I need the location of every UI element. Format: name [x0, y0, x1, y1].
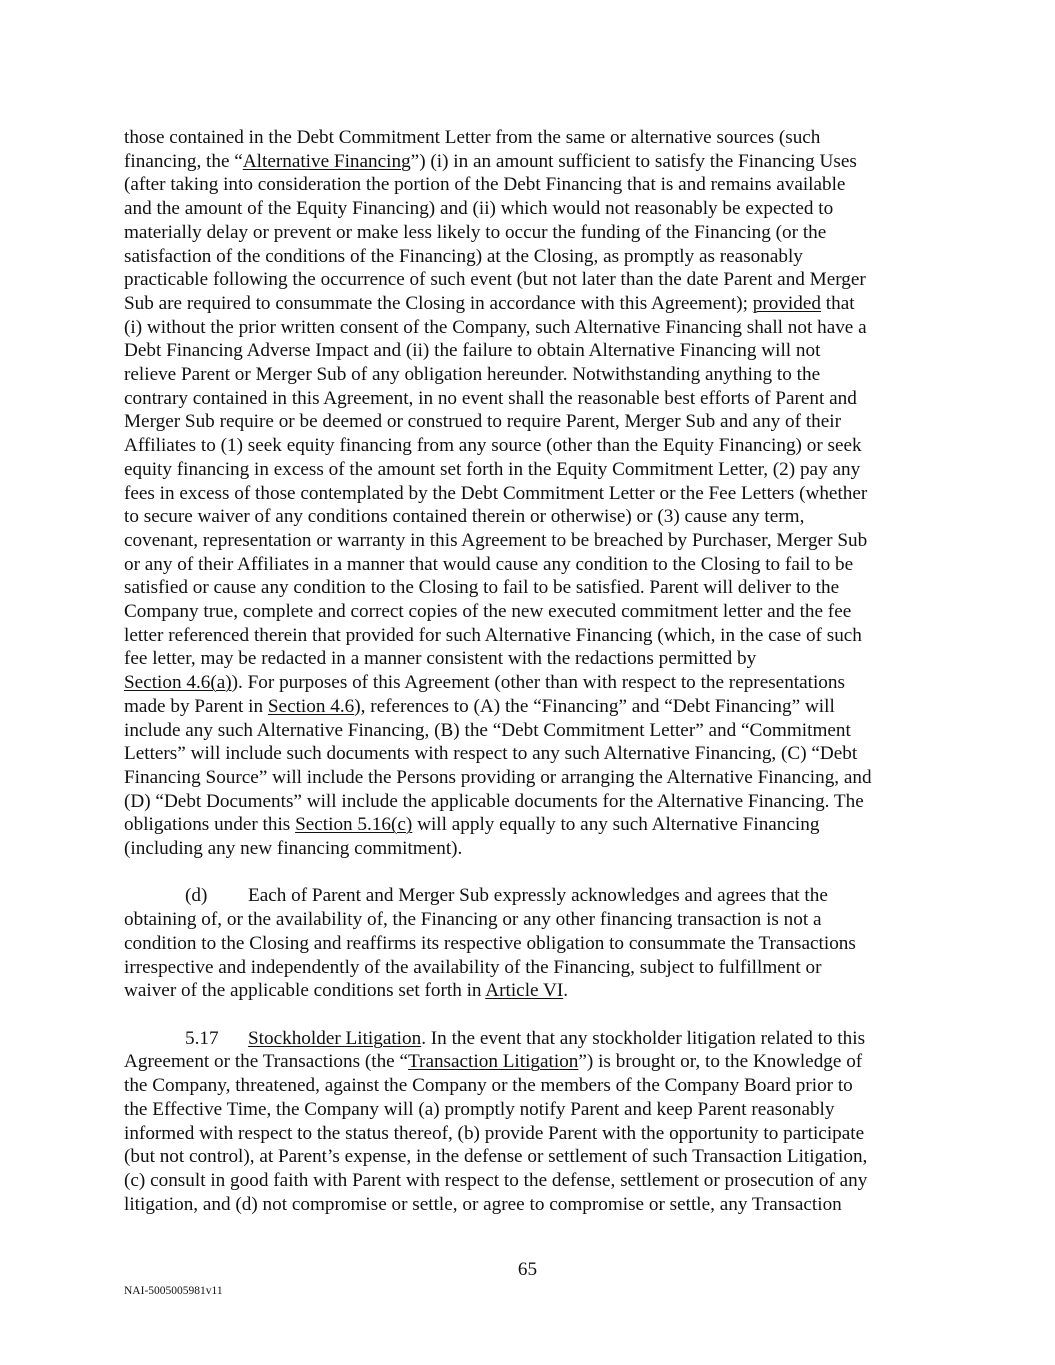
- article-ref-vi: Article VI: [485, 980, 564, 1002]
- section-5-17-stockholder-litigation: [124, 1027, 936, 1217]
- paragraph-alternative-financing: [124, 126, 936, 861]
- text-line: financing, the “Alternative Financing”) (i) in an amount sufficient to satisfy the Financing Uses: [124, 150, 857, 172]
- text-line: to secure waiver of any conditions contained therein or otherwise) or (3) cause any term,: [124, 506, 805, 528]
- text-line: fee letter, may be redacted in a manner consistent with the redactions permitted by: [124, 648, 757, 670]
- document-body: [124, 126, 936, 1240]
- text-line: Merger Sub require or be deemed or construed to require Parent, Merger Sub and any of their: [124, 411, 841, 433]
- text-line: relieve Parent or Merger Sub of any obligation hereunder. Notwithstanding anything to the: [124, 364, 821, 386]
- text-line: Letters” will include such documents with respect to any such Alternative Financing, (C) “Debt: [124, 743, 858, 765]
- text-line: those contained in the Debt Commitment Letter from the same or alternative sources (such: [124, 127, 821, 148]
- document-id: NAI-5005005981v11: [124, 1285, 223, 1297]
- defined-term-alternative-financing: Alternative Financing: [242, 150, 411, 172]
- text-line: materially delay or prevent or make less likely to occur the funding of the Financing (or the: [124, 221, 827, 243]
- text-line: include any such Alternative Financing, (B) the “Debt Commitment Letter” and “Commitment: [124, 719, 851, 741]
- defined-term-transaction-litigation: Transaction Litigation: [408, 1051, 579, 1073]
- text-line: practicable following the occurrence of such event (but not later than the date Parent and Merger: [124, 269, 866, 291]
- text-line: Company true, complete and correct copies of the new executed commitment letter and the fee: [124, 601, 852, 623]
- section-ref-4-6-a: Section 4.6(a): [124, 672, 232, 694]
- section-number: 5.17: [185, 1027, 219, 1049]
- text-line: (after taking into consideration the portion of the Debt Financing that is and remains available: [124, 174, 846, 196]
- text-line: obligations under this Section 5.16(c) will apply equally to any such Alternative Financing: [124, 814, 820, 836]
- text-line: letter referenced therein that provided for such Alternative Financing (which, in the case of such: [124, 624, 862, 646]
- text-line: Agreement or the Transactions (the “Transaction Litigation”) is brought or, to the Knowledge of: [124, 1051, 863, 1073]
- clause-label: (d): [185, 885, 208, 907]
- section-heading: Stockholder Litigation: [248, 1027, 422, 1049]
- text-line: litigation, and (d) not compromise or settle, or agree to compromise or settle, any Transaction: [124, 1193, 842, 1215]
- section-ref-5-16-c: Section 5.16(c): [295, 814, 413, 836]
- text-line: (D) “Debt Documents” will include the applicable documents for the Alternative Financing. The: [124, 790, 864, 812]
- text-line: Affiliates to (1) seek equity financing from any source (other than the Equity Financing) or seek: [124, 435, 862, 457]
- text-line: Financing Source” will include the Persons providing or arranging the Alternative Financing, and: [124, 766, 872, 788]
- text-line: Debt Financing Adverse Impact and (ii) the failure to obtain Alternative Financing will not: [124, 340, 821, 362]
- text-line: (i) without the prior written consent of the Company, such Alternative Financing shall not have a: [124, 316, 867, 338]
- section-ref-4-6: Section 4.6: [267, 695, 355, 717]
- text-line: informed with respect to the status thereof, (b) provide Parent with the opportunity to participate: [124, 1122, 865, 1144]
- text-line: satisfaction of the conditions of the Financing) at the Closing, as promptly as reasonably: [124, 245, 803, 267]
- text-line: or any of their Affiliates in a manner that would cause any condition to the Closing to fail to be: [124, 553, 854, 575]
- paragraph-d-financing-not-condition: [124, 884, 936, 1003]
- text-line: fees in excess of those contemplated by the Debt Commitment Letter or the Fee Letters (whether: [124, 482, 868, 504]
- provided-term: provided: [752, 292, 821, 314]
- text-line: Sub are required to consummate the Closing in accordance with this Agreement); provided that: [124, 292, 855, 314]
- text-line: (c) consult in good faith with Parent with respect to the defense, settlement or prosecution of any: [124, 1169, 868, 1191]
- text-line: 5.17 Stockholder Litigation. In the event that any stockholder litigation related to this: [185, 1027, 866, 1049]
- text-line: (including any new financing commitment).: [124, 838, 463, 860]
- text-line: irrespective and independently of the availability of the Financing, subject to fulfillment or: [124, 956, 822, 978]
- text-line: (d) Each of Parent and Merger Sub expressly acknowledges and agrees that the: [185, 885, 828, 907]
- text-line: covenant, representation or warranty in this Agreement to be breached by Purchaser, Merger Sub: [124, 529, 868, 551]
- text-line: condition to the Closing and reaffirms its respective obligation to consummate the Transactions: [124, 932, 856, 954]
- text-line: made by Parent in Section 4.6), references to (A) the “Financing” and “Debt Financing” will: [124, 695, 835, 717]
- text-line: satisfied or cause any condition to the Closing to fail to be satisfied. Parent will deliver to the: [124, 577, 840, 599]
- text-line: waiver of the applicable conditions set forth in Article VI.: [124, 980, 569, 1002]
- text-line: equity financing in excess of the amount set forth in the Equity Commitment Letter, (2) pay any: [124, 458, 861, 480]
- text-line: Section 4.6(a)). For purposes of this Agreement (other than with respect to the representations: [124, 672, 845, 694]
- page-number: 65: [517, 1259, 538, 1280]
- text-line: the Effective Time, the Company will (a) promptly notify Parent and keep Parent reasonably: [124, 1098, 835, 1120]
- text-line: obtaining of, or the availability of, the Financing or any other financing transaction is not a: [124, 909, 822, 931]
- text-line: the Company, threatened, against the Company or the members of the Company Board prior to: [124, 1075, 853, 1097]
- text-line: (but not control), at Parent’s expense, in the defense or settlement of such Transaction Litigation,: [124, 1146, 868, 1168]
- text-line: and the amount of the Equity Financing) and (ii) which would not reasonably be expected to: [124, 198, 834, 220]
- text-line: contrary contained in this Agreement, in no event shall the reasonable best efforts of Parent and: [124, 387, 857, 409]
